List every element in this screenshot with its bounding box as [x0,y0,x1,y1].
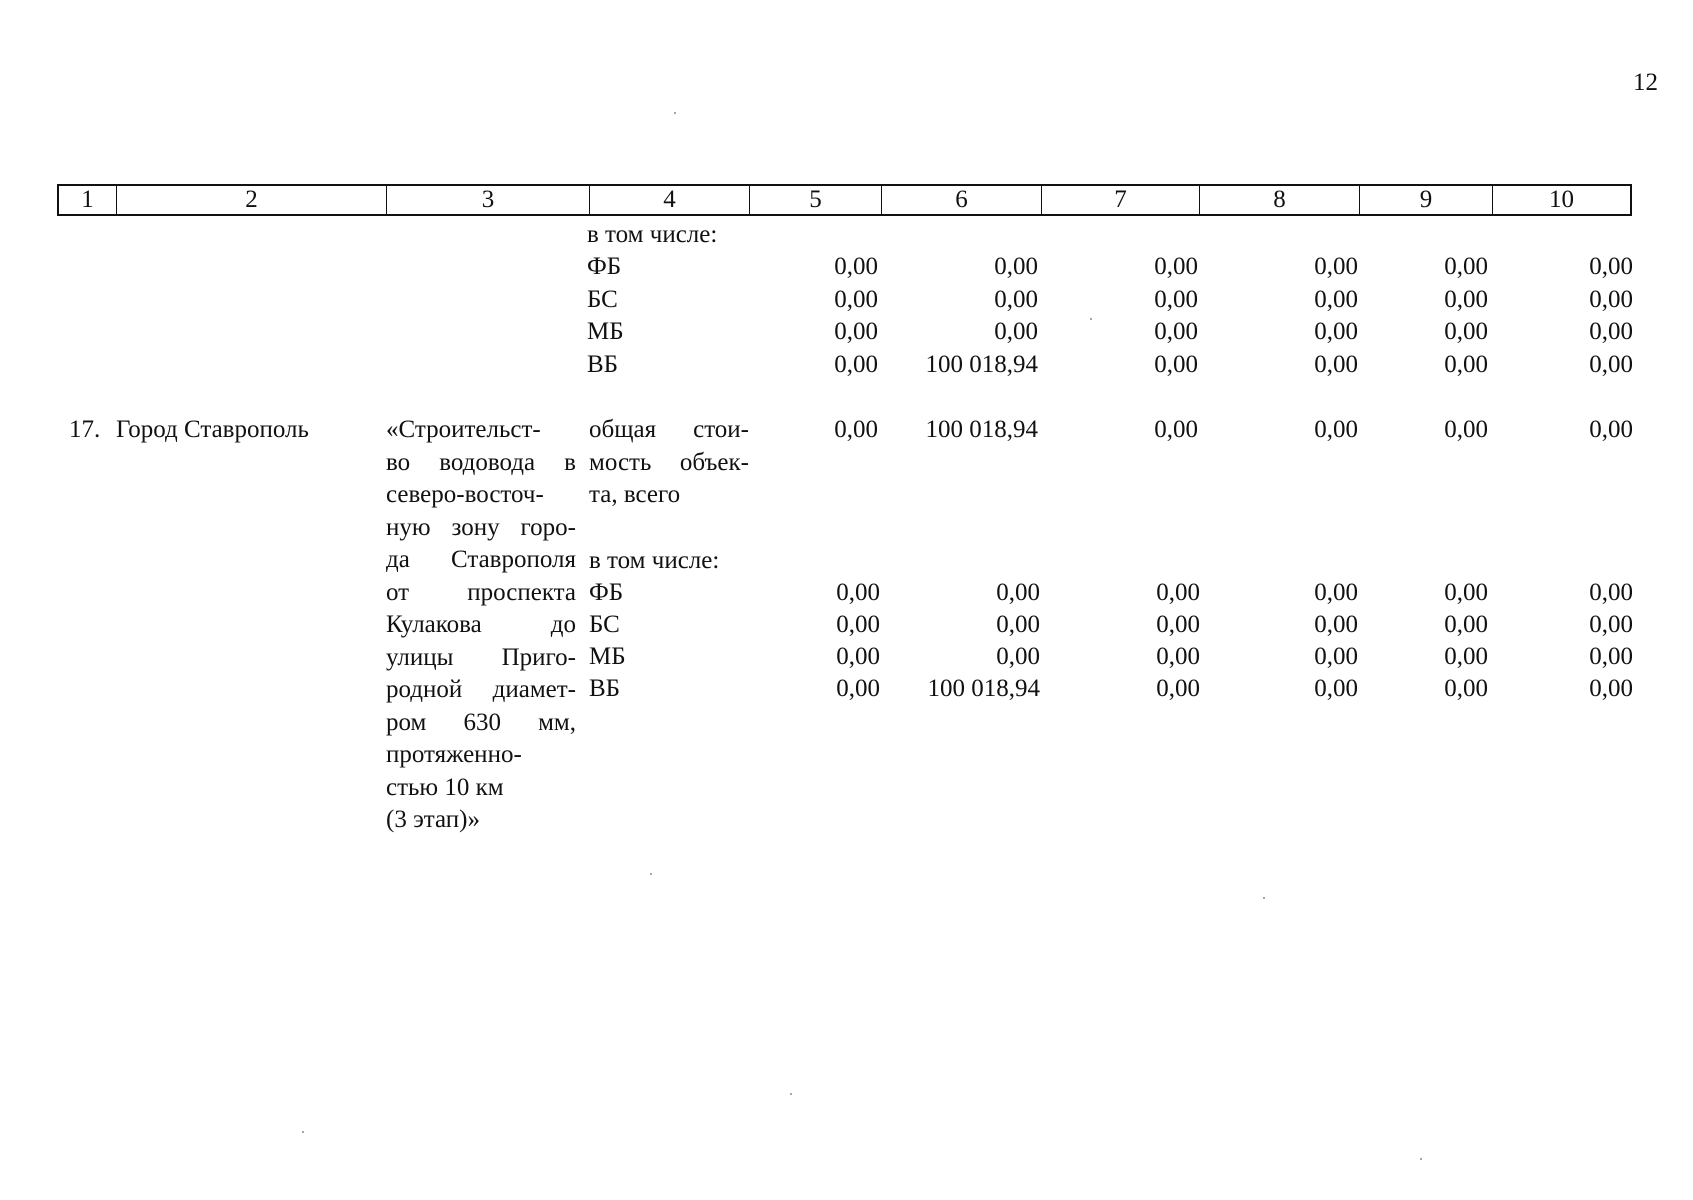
subheading-label: в том числе: [587,221,718,248]
value-col-6: 100 018,94 [925,351,1038,378]
row-label: МБ [589,643,626,670]
value-col-7: 0,00 [1154,351,1198,378]
scan-speck [650,873,652,875]
column-number: 2 [116,186,386,214]
scan-speck [1090,318,1092,320]
row-label: БС [589,611,620,638]
value-col-10: 0,00 [1589,351,1633,378]
object-description-line: ром 630 мм, [386,708,576,736]
column-number-header [57,184,1632,216]
scan-speck [1420,1158,1422,1160]
value-col-5: 0,00 [834,351,878,378]
column-number: 8 [1199,186,1359,214]
value-col-10: 0,00 [1589,416,1633,443]
value-col-7: 0,00 [1154,253,1198,280]
column-number: 6 [881,186,1041,214]
object-description-line: улицы Приго- [386,643,576,671]
value-col-6: 0,00 [996,611,1040,638]
value-col-6: 0,00 [996,579,1040,606]
row-label: ФБ [587,253,622,280]
scan-speck [302,1131,304,1133]
value-col-6: 0,00 [996,643,1040,670]
object-description-line: протяженно- [386,741,522,768]
value-col-9: 0,00 [1444,579,1488,606]
column-number: 4 [589,186,749,214]
value-col-7: 0,00 [1156,611,1200,638]
value-col-6: 100 018,94 [927,675,1040,702]
value-col-9: 0,00 [1444,643,1488,670]
value-col-9: 0,00 [1444,351,1488,378]
value-col-8: 0,00 [1314,416,1358,443]
total-cost-label-line: мость объек- [589,448,749,476]
column-number: 10 [1492,186,1630,214]
value-col-9: 0,00 [1444,611,1488,638]
column-number: 5 [749,186,881,214]
value-col-8: 0,00 [1314,579,1358,606]
value-col-5: 0,00 [836,579,880,606]
value-col-9: 0,00 [1444,416,1488,443]
object-description [386,414,576,837]
scan-speck [1263,897,1265,899]
value-col-5: 0,00 [836,643,880,670]
scan-speck [674,112,676,114]
value-col-9: 0,00 [1444,286,1488,313]
value-col-8: 0,00 [1314,675,1358,702]
value-col-7: 0,00 [1154,318,1198,345]
row-label: ВБ [589,675,621,702]
value-col-7: 0,00 [1156,675,1200,702]
total-cost-label-line: та, всего [589,481,681,508]
value-col-5: 0,00 [834,253,878,280]
object-description-line: от проспекта [386,578,576,606]
value-col-9: 0,00 [1444,675,1488,702]
column-number: 1 [81,186,94,213]
column-number: 3 [386,186,589,214]
object-description-line: северо-восточ- [386,481,544,508]
value-col-9: 0,00 [1444,318,1488,345]
value-col-6: 0,00 [994,253,1038,280]
value-col-5: 0,00 [834,286,878,313]
value-col-6: 100 018,94 [925,416,1038,443]
row-label: ФБ [589,579,624,606]
value-col-5: 0,00 [834,318,878,345]
value-col-7: 0,00 [1156,643,1200,670]
value-col-7: 0,00 [1156,579,1200,606]
row-label: БС [587,286,618,313]
value-col-10: 0,00 [1589,318,1633,345]
value-col-9: 0,00 [1444,253,1488,280]
value-col-6: 0,00 [994,318,1038,345]
object-description-line: стью 10 км [386,773,504,801]
object-description-line: родной диамет- [386,676,576,703]
value-col-10: 0,00 [1589,643,1633,670]
value-col-7: 0,00 [1154,286,1198,313]
object-description-line: «Строительст- [386,416,541,443]
municipality-name: Город Ставрополь [116,416,309,443]
object-description-line: (3 этап)» [386,806,481,833]
value-col-5: 0,00 [834,416,878,443]
column-number: 7 [1041,186,1199,214]
value-col-10: 0,00 [1589,611,1633,638]
row-label: ВБ [587,351,619,378]
value-col-5: 0,00 [836,611,880,638]
value-col-6: 0,00 [994,286,1038,313]
subheading-label: в том числе: [589,547,720,574]
row-label: МБ [587,318,624,345]
value-col-8: 0,00 [1314,318,1358,345]
value-col-10: 0,00 [1589,675,1633,702]
column-number: 9 [1359,186,1492,214]
value-col-7: 0,00 [1154,416,1198,443]
entry-number: 17. [69,416,101,443]
scan-speck [790,1093,792,1095]
total-cost-label-line: общая стои- [589,416,749,443]
value-col-8: 0,00 [1314,643,1358,670]
object-description-line: ную зону горо- [386,513,576,541]
object-description-line: во водовода в [386,448,576,476]
value-col-8: 0,00 [1314,611,1358,638]
page-number: 12 [1633,69,1658,96]
object-description-line: да Ставрополя [386,546,576,573]
value-col-10: 0,00 [1589,579,1633,606]
value-col-10: 0,00 [1589,286,1633,313]
value-col-8: 0,00 [1314,253,1358,280]
object-description-line: Кулакова до [386,611,576,638]
value-col-10: 0,00 [1589,253,1633,280]
value-col-8: 0,00 [1314,286,1358,313]
value-col-8: 0,00 [1314,351,1358,378]
value-col-5: 0,00 [836,675,880,702]
